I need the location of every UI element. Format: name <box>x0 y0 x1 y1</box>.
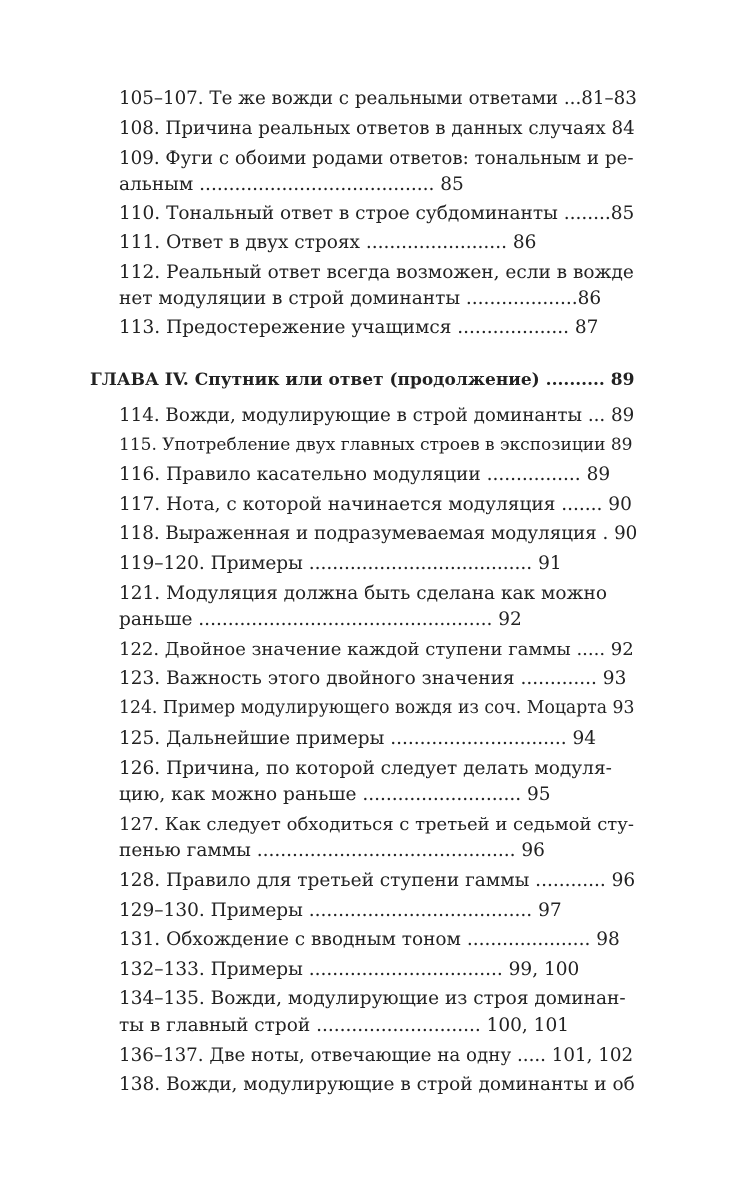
toc-entry: 111. Ответ в двух строях ........................ 86 <box>119 232 537 253</box>
toc-entry: 112. Реальный ответ всегда возможен, если в вожде <box>119 262 634 283</box>
toc-entry: 134–135. Вожди, модулирующие из строя доминан- <box>119 988 626 1009</box>
toc-entry: раньше .................................................. 92 <box>119 609 522 630</box>
toc-entry: 127. Как следует обходиться с третьей и седьмой сту- <box>119 814 634 835</box>
toc-entry: 136–137. Две ноты, отвечающие на одну ..... 101, 102 <box>119 1045 634 1066</box>
toc-entry: 115. Употребление двух главных строев в экспозиции 89 <box>119 435 633 455</box>
toc-entry: 114. Вожди, модулирующие в строй доминанты ... 89 <box>119 405 635 426</box>
toc-entry: 110. Тональный ответ в строе субдоминанты ........85 <box>119 203 635 224</box>
toc-entry: 105–107. Те же вожди с реальными ответами ...81–83 <box>119 88 637 109</box>
toc-entry: 138. Вожди, модулирующие в строй доминанты и об <box>119 1074 635 1095</box>
toc-entry: альным ........................................ 85 <box>119 174 464 195</box>
toc-entry: 118. Выраженная и подразумеваемая модуляция . 90 <box>119 523 638 544</box>
toc-entry: 122. Двойное значение каждой ступени гаммы ..... 92 <box>119 639 634 660</box>
toc-entry: 108. Причина реальных ответов в данных случаях 84 <box>119 118 635 139</box>
toc-entry: 117. Нота, с которой начинается модуляция ....... 90 <box>119 494 632 515</box>
toc-entry: 113. Предостережение учащимся ................... 87 <box>119 317 599 338</box>
toc-entry: 116. Правило касательно модуляции ................ 89 <box>119 464 611 485</box>
toc-entry: цию, как можно раньше ........................... 95 <box>119 784 551 805</box>
toc-entry: 109. Фуги с обоими родами ответов: тональным и ре- <box>119 148 634 169</box>
chapter-heading: ГЛАВА IV. Спутник или ответ (продолжение) .......... 89 <box>90 370 635 390</box>
toc-entry: 119–120. Примеры ...................................... 91 <box>119 553 562 574</box>
toc-entry: 131. Обхождение с вводным тоном ..................... 98 <box>119 929 620 950</box>
toc-entry: 124. Пример модулирующего вождя из соч. Моцарта 93 <box>119 698 635 718</box>
toc-entry: пенью гаммы ............................................ 96 <box>119 840 545 861</box>
toc-entry: 128. Правило для третьей ступени гаммы ............ 96 <box>119 870 636 891</box>
toc-entry: 123. Важность этого двойного значения ............. 93 <box>119 668 627 689</box>
toc-entry: 121. Модуляция должна быть сделана как можно <box>119 583 607 604</box>
toc-entry: нет модуляции в строй доминанты ...................86 <box>119 288 602 309</box>
toc-entry: ты в главный строй ............................ 100, 101 <box>119 1015 569 1036</box>
toc-entry: 132–133. Примеры ................................. 99, 100 <box>119 959 580 980</box>
toc-entry: 126. Причина, по которой следует делать модуля- <box>119 758 612 779</box>
toc-entry: 129–130. Примеры ...................................... 97 <box>119 900 562 921</box>
toc-entry: 125. Дальнейшие примеры .............................. 94 <box>119 728 597 749</box>
